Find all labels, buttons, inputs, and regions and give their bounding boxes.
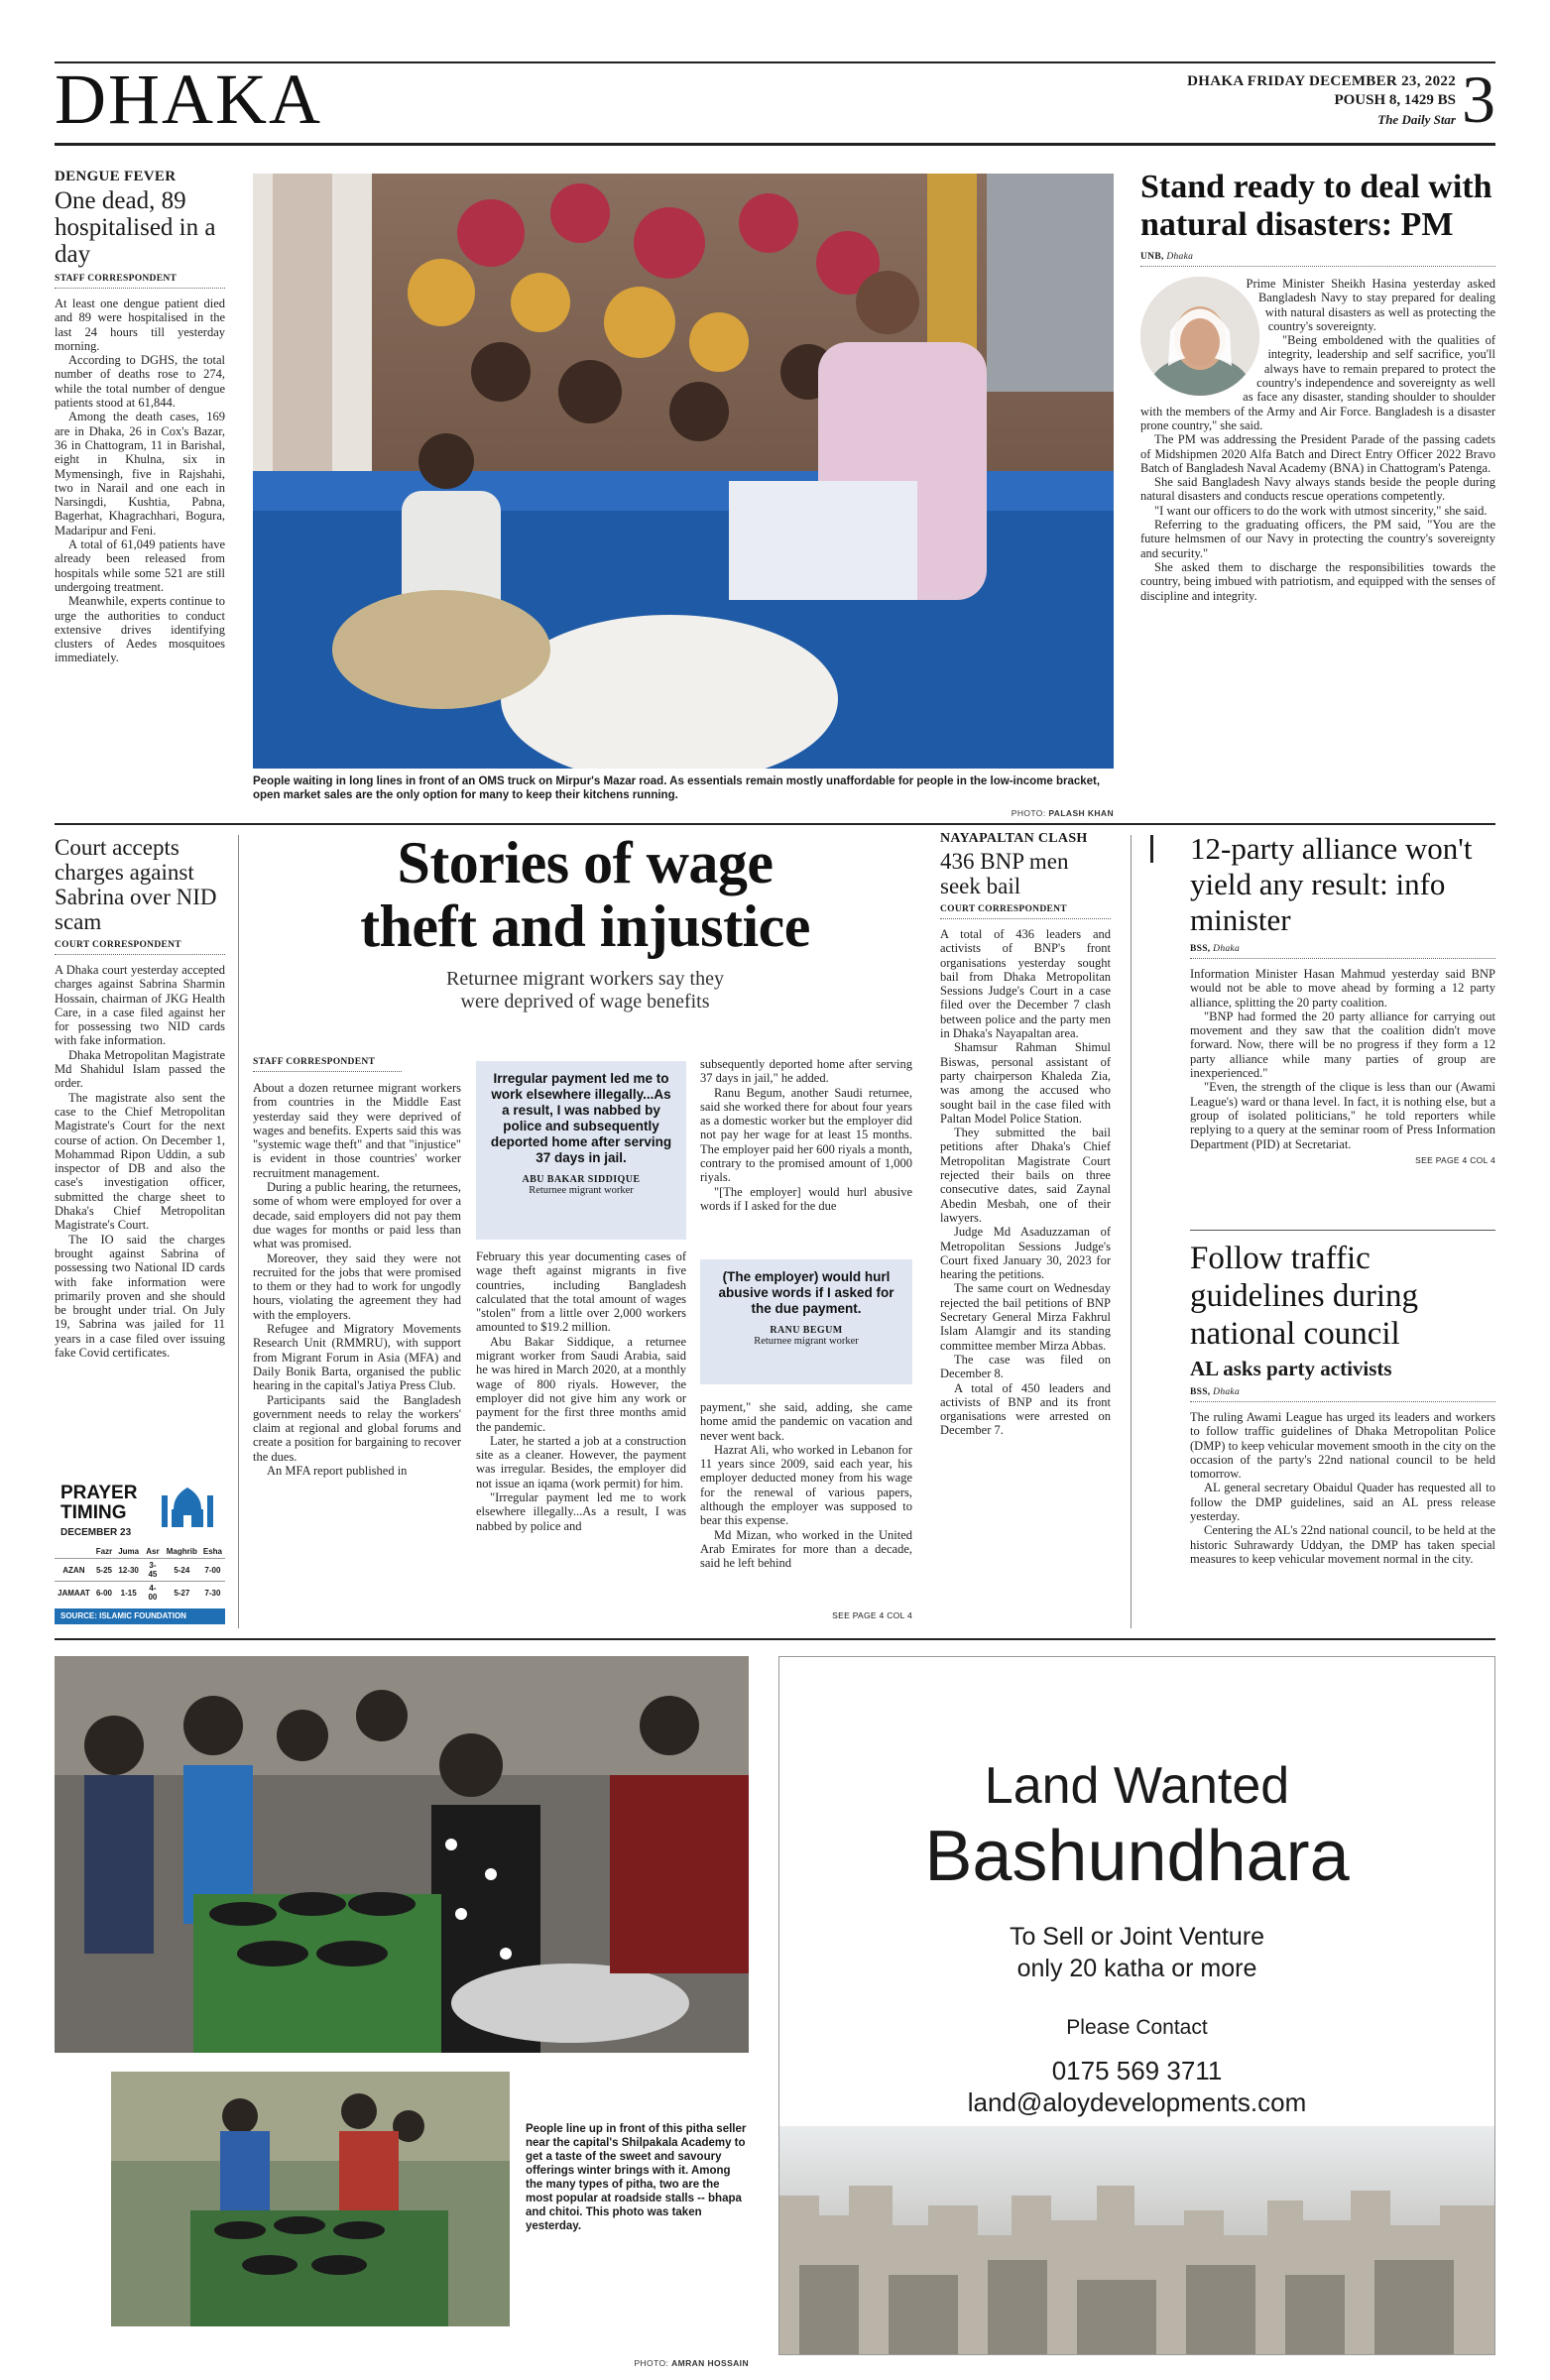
story-separator <box>1190 1230 1495 1231</box>
pitha-stall-photo <box>55 1656 749 2053</box>
wage-col1 <box>253 1081 461 1478</box>
prayer-timing-box <box>55 1478 225 1624</box>
paragraph: She asked them to discharge the responsibilities towards the country, being imbued with patriotism, and equipped with the senses of discipline and integrity. <box>1140 559 1495 603</box>
pm-headline: Stand ready to deal with natural disasters: PM <box>1140 169 1492 243</box>
ad-contact-label: Please Contact <box>1066 2016 1208 2039</box>
paragraph: The IO said the charges brought against Sabrina of possessing two National ID cards with fake information were primarily proven and she should be brought under trial. On July 19, Sabrina was jailed for 11 years in a case filed over issuing fake Covid certificates. <box>55 1232 225 1361</box>
bnp-byline: COURT CORRESPONDENT <box>940 904 1111 919</box>
paragraph: The magistrate also sent the case to the Chief Metropolitan Magistrate's Court for the next course of action. On December 1, Mohammad Ripon Uddin, a sub inspector of DB and also the case's investigation officer, submitted the charge sheet to Dhaka's Chief Metropolitan Magistrate's Court. <box>55 1090 225 1233</box>
paragraph: Judge Md Asaduzzaman of Metropolitan Sessions Judge's Court fixed January 30, 2023 for hearing the petitions. <box>940 1225 1111 1282</box>
bnp-headline: 436 BNP men seek bail <box>940 849 1069 898</box>
prayer-title-2: TIMING <box>60 1502 127 1523</box>
paragraph: A total of 61,049 patients have already been released from hospitals while some 521 are still undergoing treatment. <box>55 537 225 594</box>
paragraph: subsequently deported home after serving 37 days in jail," he added. <box>700 1057 912 1086</box>
azan-time: 5-24 <box>174 1565 190 1575</box>
ad-line2: Bashundhara <box>924 1817 1350 1896</box>
dengue-byline: STAFF CORRESPONDENT <box>55 274 225 289</box>
paragraph: "Being emboldened with the qualities of integrity, leadership and self sacrifice, you'll always have to remain prepared to protect the country's independence and sovereignty as well as face any disaster, standing shoulder to shoulder with the members of the Army and Air Force. Bangladesh is a disaster prone country," she said. <box>1140 333 1495 432</box>
oms-crowd-illustration <box>253 174 1114 769</box>
paragraph: Hazrat Ali, who worked in Lebanon for 11 years since 2009, said each year, his employer deducted money from his wage for the renewal of various papers, although the employer was supposed to bear this expense. <box>700 1442 912 1528</box>
wage-col3a <box>700 1057 912 1213</box>
court-story <box>55 835 225 1360</box>
prayer-title-1: PRAYER <box>60 1483 138 1503</box>
jamaat-time: 6-00 <box>95 1588 112 1598</box>
city-skyline-image <box>779 2126 1495 2354</box>
alliance-body <box>1190 967 1495 1151</box>
pm-portrait <box>1140 277 1259 396</box>
pitha-inset-photo <box>107 2068 514 2330</box>
ad-line1: Land Wanted <box>984 1757 1290 1815</box>
byline-agency: UNB, <box>1140 252 1164 262</box>
paragraph: AL general secretary Obaidul Quader has requested all to follow the DMP guidelines, said an AL press release yesterday. <box>1190 1481 1495 1524</box>
prayer-header: Fazr <box>95 1547 113 1556</box>
prayer-header: Esha <box>202 1547 222 1556</box>
alliance-story <box>1190 831 1495 1165</box>
section-title: DHAKA <box>55 60 322 139</box>
paragraph: Meanwhile, experts continue to urge the authorities to conduct extensive drives identifying clusters of Aedes mosquitoes immediately. <box>55 594 225 665</box>
court-body <box>55 963 225 1360</box>
prayer-header: Maghrib <box>166 1547 197 1556</box>
dengue-kicker: DENGUE FEVER <box>55 169 177 184</box>
pitha-credit <box>550 2358 749 2368</box>
jamaat-time: 4-00 <box>148 1584 158 1602</box>
traffic-subhead: AL asks party activists <box>1190 1357 1392 1380</box>
ad-email[interactable]: land@aloydevelopments.com <box>967 2087 1307 2117</box>
wage-headline <box>253 831 917 958</box>
credit-name: PALASH KHAN <box>1048 808 1114 818</box>
pitha-inset-illustration <box>111 2072 514 2330</box>
pull-quote-ranu-begum <box>700 1259 912 1384</box>
paragraph: The PM was addressing the President Parade of the passing cadets of Midshipmen 2020 Alfa Batch and Direct Entry Officer 2022 Bravo Batch of Bangladesh Naval Academy (BNA) in Chattogram's Patenga. <box>1140 432 1495 475</box>
wage-headline-line2: theft and injustice <box>360 893 810 959</box>
wage-col3b <box>700 1400 912 1571</box>
prayer-header: Juma <box>118 1547 140 1556</box>
wage-byline: STAFF CORRESPONDENT <box>253 1057 402 1072</box>
prayer-date: DECEMBER 23 <box>60 1527 132 1538</box>
alliance-byline <box>1190 944 1495 959</box>
paragraph: During a public hearing, the returnees, some of whom were employed for over a decade, said employers did not pay them due wages for months or paid less than what was promised. <box>253 1180 461 1251</box>
page-number: 3 <box>1462 61 1495 137</box>
alliance-see-page[interactable]: SEE PAGE 4 COL 4 <box>1415 1154 1495 1165</box>
traffic-headline: Follow traffic guidelines during national council <box>1190 1241 1419 1352</box>
paragraph: Md Mizan, who worked in the United Arab Emirates for more than a decade, said he left behind <box>700 1527 912 1571</box>
court-headline: Court accepts charges against Sabrina over NID scam <box>55 835 217 934</box>
paragraph: payment," she said, adding, she came home amid the pandemic on vacation and never went back. <box>700 1400 912 1443</box>
alliance-headline: 12-party alliance won't yield any result: info minister <box>1190 831 1473 937</box>
paragraph: Moreover, they said they were not recruited for the jobs that were promised to them or they had to work for ungodly hours, violating the agreement they had with the employers. <box>253 1250 461 1322</box>
wage-col2 <box>476 1250 686 1533</box>
oms-truck-photo <box>253 174 1114 769</box>
paragraph: She said Bangladesh Navy always stands beside the people during natural disasters and conducts rescue operations competently. <box>1140 475 1495 504</box>
wage-see-page[interactable]: SEE PAGE 4 COL 4 <box>832 1610 912 1620</box>
section-rule <box>55 823 1495 825</box>
paragraph: About a dozen returnee migrant workers from countries in the Middle East yesterday said they were deprived of wages and benefits. Experts said this was "systemic wage theft" and that "injustice" is evident in those countries' worker recruitment management. <box>253 1081 461 1180</box>
column-rule <box>1131 835 1132 1628</box>
wage-headline-line1: Stories of wage <box>397 830 774 895</box>
pull-quote-name: ABU BAKAR SIDDIQUE <box>522 1174 641 1185</box>
jamaat-time: 1-15 <box>120 1588 137 1598</box>
paragraph: The same court on Wednesday rejected the bail petitions of BNP Secretary General Mirza Fakhrul Islam Alamgir and its standing committee member Mirza Abbas. <box>940 1281 1111 1353</box>
prayer-source: SOURCE: ISLAMIC FOUNDATION <box>55 1608 225 1624</box>
paragraph: "Even, the strength of the clique is less than our (Awami League's) ward or thana level. In fact, it is nothing else, but a group of isolated politicians," he told reporters while replying to a query at the seminar room of Press Information Department (PID) at Secretariat. <box>1190 1080 1495 1151</box>
pull-quote-text: (The employer) would hurl abusive words if I asked for the due payment. <box>718 1269 894 1316</box>
byline-agency: BSS, <box>1190 1387 1211 1397</box>
dengue-body <box>55 297 225 665</box>
masthead-bottom-rule <box>55 143 1495 146</box>
wage-story <box>253 831 917 1013</box>
pm-portrait-illustration <box>1140 277 1259 396</box>
bnp-story <box>940 831 1111 1438</box>
paragraph: Participants said the Bangladesh government needs to relay the workers' claim at regional and global forums and create a position for bargaining to recover the dues. <box>253 1392 461 1464</box>
paragraph: According to DGHS, the total number of deaths rose to 274, while the total number of dengue patients stood at 61,844. <box>55 353 225 411</box>
top-photo-caption: People waiting in long lines in front of an OMS truck on Mirpur's Mazar road. As essentials remain mostly unaffordable for people in the low-income bracket, open market sales are the only option for many to keep their kitchens running. <box>253 775 1101 801</box>
byline-place: Dhaka <box>1213 944 1240 954</box>
paragraph: Refugee and Migratory Movements Research Unit (RMMRU), with support from Migrant Forum in Asia (MFA) and Daily Bonik Barta, organised the public hearing in the capital's Jatiya Press Club. <box>253 1322 461 1393</box>
paragraph: Centering the AL's 22nd national council, to be held at the historic Suhrawardy Uddyan, the DMP has taken special measures to keep vehicular movement normal in the city. <box>1190 1523 1495 1566</box>
paragraph: A total of 450 leaders and activists of BNP and its front organisations were arrested on December 7. <box>940 1380 1111 1438</box>
paragraph: At least one dengue patient died and 89 were hospitalised in the last 24 hours till yesterday morning. <box>55 297 225 353</box>
wage-deck-line2: were deprived of wage benefits <box>460 991 710 1012</box>
pull-quote-abu-bakar <box>476 1061 686 1240</box>
prayer-header: Asr <box>146 1547 160 1556</box>
paragraph: A Dhaka court yesterday accepted charges against Sabrina Sharmin Hossain, chairman of JKG Health Care, in a case filed against her for possessing two NID cards with fake information. <box>55 963 225 1048</box>
pull-quote-name: RANU BEGUM <box>770 1325 843 1336</box>
pm-story <box>1140 169 1495 603</box>
paragraph: Shamsur Rahman Shimul Biswas, personal assistant of party chairperson Khaleda Zia, was among the accused who sought bail in the case filed with Paltan Model Police Station. <box>940 1040 1111 1126</box>
traffic-body <box>1190 1410 1495 1566</box>
ad-line4: only 20 katha or more <box>1016 1955 1257 1982</box>
jamaat-label: JAMAAT <box>58 1588 90 1598</box>
traffic-story <box>1190 1240 1495 1566</box>
land-wanted-ad[interactable] <box>778 1656 1495 2355</box>
paragraph: Among the death cases, 169 are in Dhaka, 26 in Cox's Bazar, 36 in Chattogram, 11 in Barishal, eight in Khulna, six in Mymensingh, five in Rajshahi, two in Narail and one each in Narsingdi, Kushtia, Pabna, Bagerhat, Khagrachhari, Bogura, Madaripur and Feni. <box>55 410 225 537</box>
paragraph: "[The employer] would hurl abusive words if I asked for the due <box>700 1184 912 1213</box>
bnp-body <box>940 927 1111 1438</box>
paragraph: The case was filed on December 8. <box>940 1352 1111 1381</box>
top-photo-credit <box>990 808 1114 818</box>
byline-place: Dhaka <box>1213 1387 1240 1397</box>
dengue-headline: One dead, 89 hospitalised in a day <box>55 187 216 268</box>
byline-place: Dhaka <box>1166 252 1194 262</box>
byline-agency: BSS, <box>1190 944 1211 954</box>
prayer-title <box>60 1484 137 1523</box>
paragraph: Information Minister Hasan Mahmud yesterday said BNP would not be able to move ahead by forming a 12 party alliance, splitting the 20 party coalition. <box>1190 967 1495 1010</box>
prayer-table <box>55 1545 225 1604</box>
paragraph: "I want our officers to do the work with utmost sincerity," she said. <box>1154 503 1488 518</box>
bangla-date: POUSH 8, 1429 BS <box>1334 92 1456 108</box>
paragraph: They submitted the bail petitions after Dhaka's Chief Metropolitan Magistrate Court rejected their bails on three consecutive dates, said Zaynal Abedin Mesbah, one of their lawyers. <box>940 1126 1111 1225</box>
azan-time: 7-00 <box>204 1565 221 1575</box>
pitha-stall-illustration <box>55 1656 749 2053</box>
paper-logo: The Daily Star <box>1377 112 1456 127</box>
paragraph: Ranu Begum, another Saudi returnee, said she worked there for about four years as a domestic worker but the employer did not pay her wage for at least 15 months. The employer paid her 600 riyals a month, contrary to the promised amount of 1,000 riyals. <box>700 1085 912 1185</box>
azan-time: 3-45 <box>148 1561 158 1579</box>
azan-time: 5-25 <box>95 1565 112 1575</box>
pm-body <box>1140 277 1495 603</box>
paragraph: Later, he started a job at a construction site as a cleaner. However, the payment was irregular. Besides, the employer did not issue an iqama (work permit) for him. <box>476 1433 686 1490</box>
dateline: DHAKA FRIDAY DECEMBER 23, 2022 <box>1187 73 1456 89</box>
pull-quote-text: Irregular payment led me to work elsewhere illegally...As a result, I was nabbed by police and subsequently deported home after serving 37 days in jail. <box>490 1071 672 1165</box>
bnp-kicker: NAYAPALTAN CLASH <box>940 831 1088 846</box>
wage-deck <box>253 968 917 1013</box>
pull-quote-role: Returnee migrant worker <box>754 1336 859 1347</box>
dengue-story <box>55 169 225 665</box>
column-rule <box>238 835 239 1628</box>
bottom-section-rule <box>55 1638 1495 1640</box>
paragraph: An MFA report published in <box>267 1464 408 1479</box>
paragraph: February this year documenting cases of wage theft against migrants in five countries, including Bangladesh calculated that the total amount of wages "stolen" from a little over 2,000 workers amounted to $19.2 million. <box>476 1250 686 1335</box>
traffic-byline <box>1190 1387 1495 1402</box>
jamaat-time: 5-27 <box>174 1588 190 1598</box>
paragraph: The ruling Awami League has urged its leaders and workers to follow traffic guidelines of Dhaka Metropolitan Police (DMP) to keep vehicular movement smooth in the city on the occasion of the party's 22nd national council to be held tomorrow. <box>1190 1410 1495 1482</box>
court-byline: COURT CORRESPONDENT <box>55 940 225 955</box>
paragraph: Abu Bakar Siddique, a returnee migrant worker from Saudi Arabia, said he was hired in March 2020, at a monthly wage of 800 riyals. However, the employer did not give him any work or payment for the first three months amid the pandemic. <box>476 1334 686 1434</box>
paragraph: Prime Minister Sheikh Hasina yesterday asked Bangladesh Navy to stay prepared for dealing with natural disasters as well as protecting the country's sovereignty. <box>1246 277 1495 333</box>
pm-byline <box>1140 252 1495 267</box>
paragraph: A total of 436 leaders and activists of BNP's front organisations yesterday sought bail from Dhaka Metropolitan Sessions Judge's Court in a case filed over the December 7 clash between police and the party men in Dhaka's Nayapaltan area. <box>940 927 1111 1041</box>
pitha-caption: People line up in front of this pitha seller near the capital's Shilpakala Academy to get a taste of the sweet and savoury offerings winter brings with it. Among the many types of pitha, two are the most popular at roadside stalls -- bhapa and chitoi. This photo was taken yesterday. <box>526 2123 747 2232</box>
azan-time: 12-30 <box>118 1565 139 1575</box>
column-rule-thick <box>1150 835 1153 863</box>
credit-name: AMRAN HOSSAIN <box>671 2358 749 2368</box>
paragraph: "Irregular payment led me to work elsewhere illegally...As a result, I was nabbed by police and <box>476 1490 686 1533</box>
azan-label: AZAN <box>62 1565 85 1575</box>
paragraph: Referring to the graduating officers, the PM said, "You are the future helmsmen of our Navy in protecting the country's sovereignty and security." <box>1140 518 1495 560</box>
ad-line3: To Sell or Joint Venture <box>1009 1923 1265 1951</box>
wage-deck-line1: Returnee migrant workers say they <box>446 968 724 990</box>
pull-quote-role: Returnee migrant worker <box>529 1185 634 1196</box>
ad-phone[interactable]: 0175 569 3711 <box>1051 2056 1223 2085</box>
credit-label: PHOTO: <box>634 2358 669 2368</box>
mosque-icon <box>158 1482 217 1533</box>
jamaat-time: 7-30 <box>204 1588 221 1598</box>
paragraph: "BNP had formed the 20 party alliance for carrying out movement and they saw that the coalition didn't move forward. Now, there will be no progress if they form a 12 party alliance while many parties of group are inexperienced." <box>1190 1009 1495 1081</box>
paragraph: Dhaka Metropolitan Magistrate Md Shahidul Islam passed the order. <box>55 1047 225 1091</box>
credit-label: PHOTO: <box>1011 808 1046 818</box>
